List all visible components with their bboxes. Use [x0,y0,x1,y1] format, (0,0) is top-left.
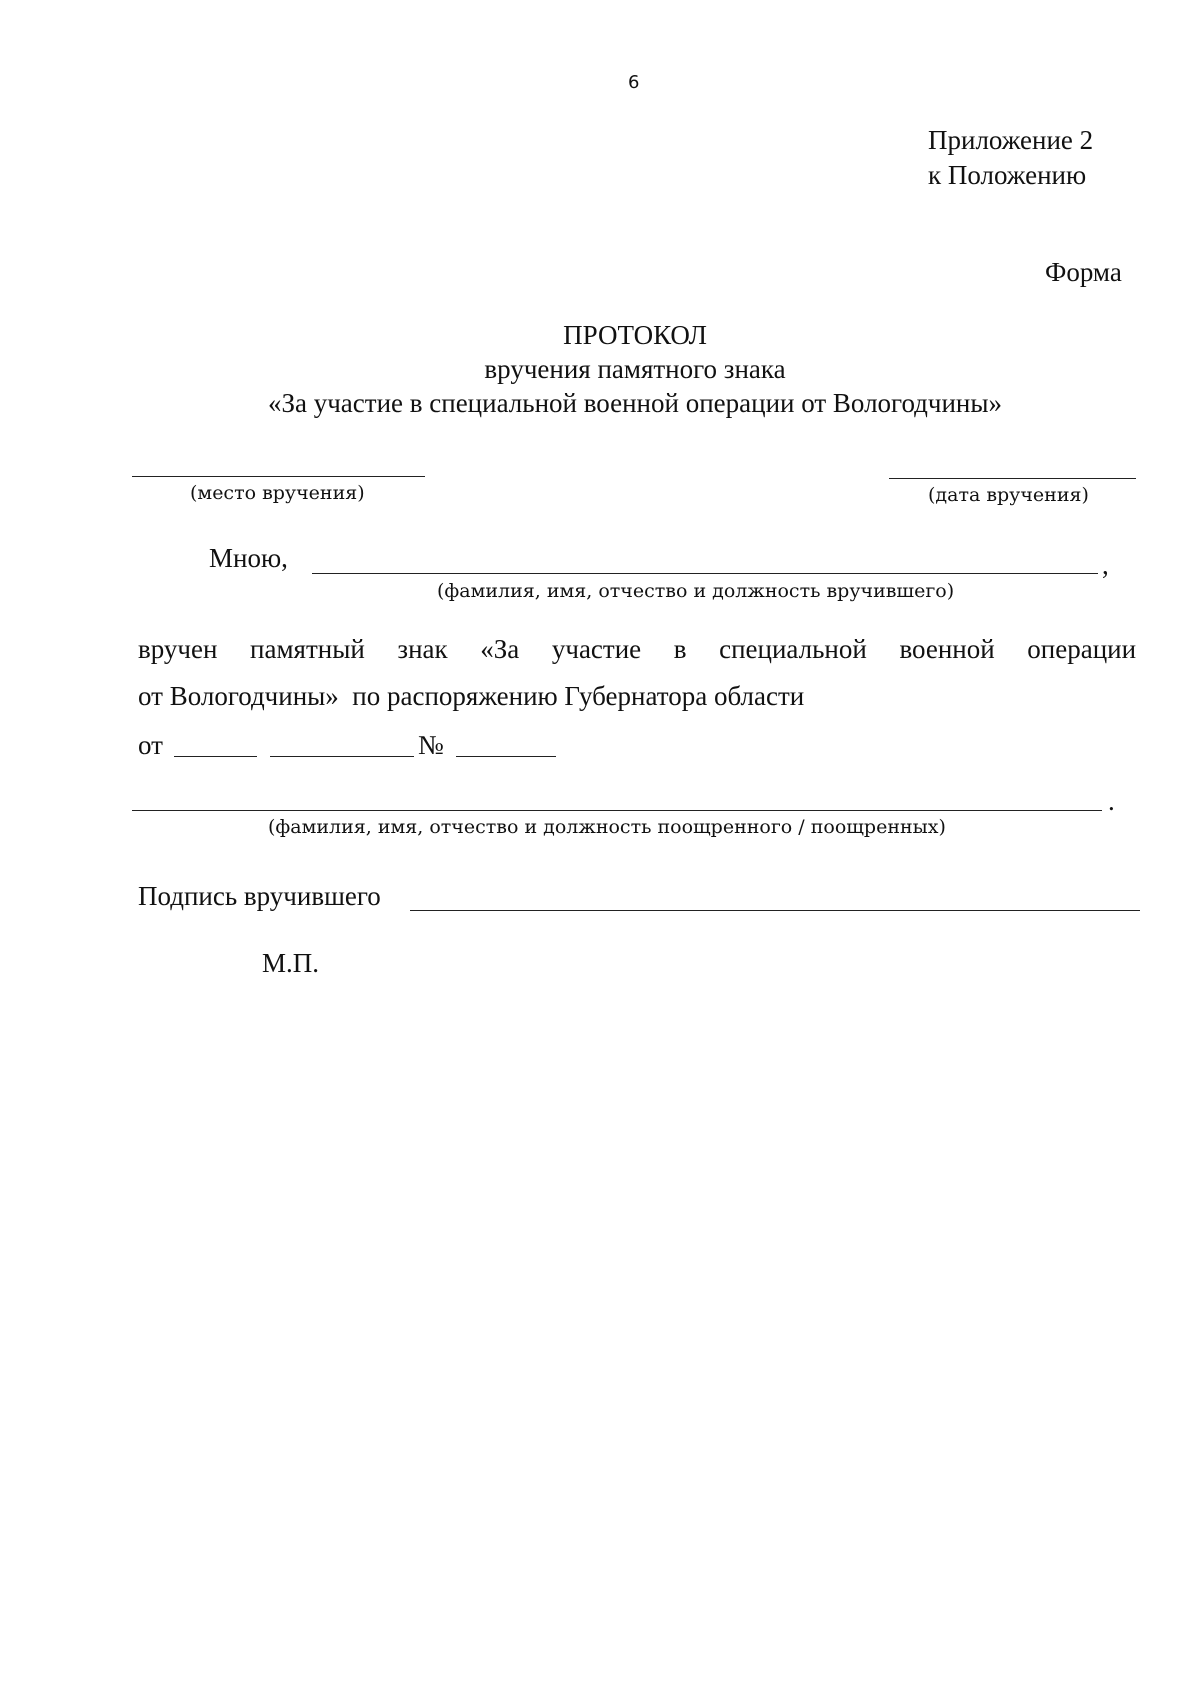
body-word: вручен [138,634,218,664]
body-word: участие [551,634,642,664]
body-word: в [673,634,687,664]
form-label: Форма [1045,257,1122,287]
stamp-label: М.П. [262,948,320,978]
presenter-field-line[interactable] [312,573,1098,574]
presenter-caption: (фамилия, имя, отчество и должность вручившего) [437,580,955,602]
body-word: специальной [719,634,867,664]
annex-line-2: к Положению [928,160,1087,190]
signature-field-line[interactable] [410,910,1140,911]
recipient-caption: (фамилия, имя, отчество и должность поощренного / поощренных) [268,816,946,838]
date-field-line[interactable] [889,478,1136,479]
protocol-subheading: вручения памятного знака [484,354,786,384]
recipient-field-line[interactable] [132,810,1102,811]
body-word: памятный [250,634,365,664]
place-caption: (место вручения) [190,482,365,504]
order-month-line[interactable] [270,756,414,757]
page-number: 6 [628,72,640,93]
body-word: операции [1027,634,1137,664]
presenter-comma: , [1102,550,1109,580]
body-line-2: от Вологодчины» по распоряжению Губернатора области [138,681,805,711]
protocol-heading: ПРОТОКОЛ [563,320,707,350]
annex-line-1: Приложение 2 [928,125,1094,155]
order-number-line[interactable] [456,756,556,757]
body-line-1 [138,634,1136,665]
award-name: «За участие в специальной военной операции от Вологодчины» [267,388,1003,418]
order-number-label: № [418,730,444,760]
date-caption: (дата вручения) [928,484,1089,506]
presenter-lead: Мною, [209,543,288,573]
signature-label: Подпись вручившего [138,881,381,911]
order-day-line[interactable] [174,756,257,757]
order-from-label: от [138,730,163,760]
body-word: военной [899,634,995,664]
place-field-line[interactable] [132,476,425,477]
recipient-period: . [1108,786,1115,816]
body-word: знак [397,634,448,664]
body-word: «За [480,634,520,664]
